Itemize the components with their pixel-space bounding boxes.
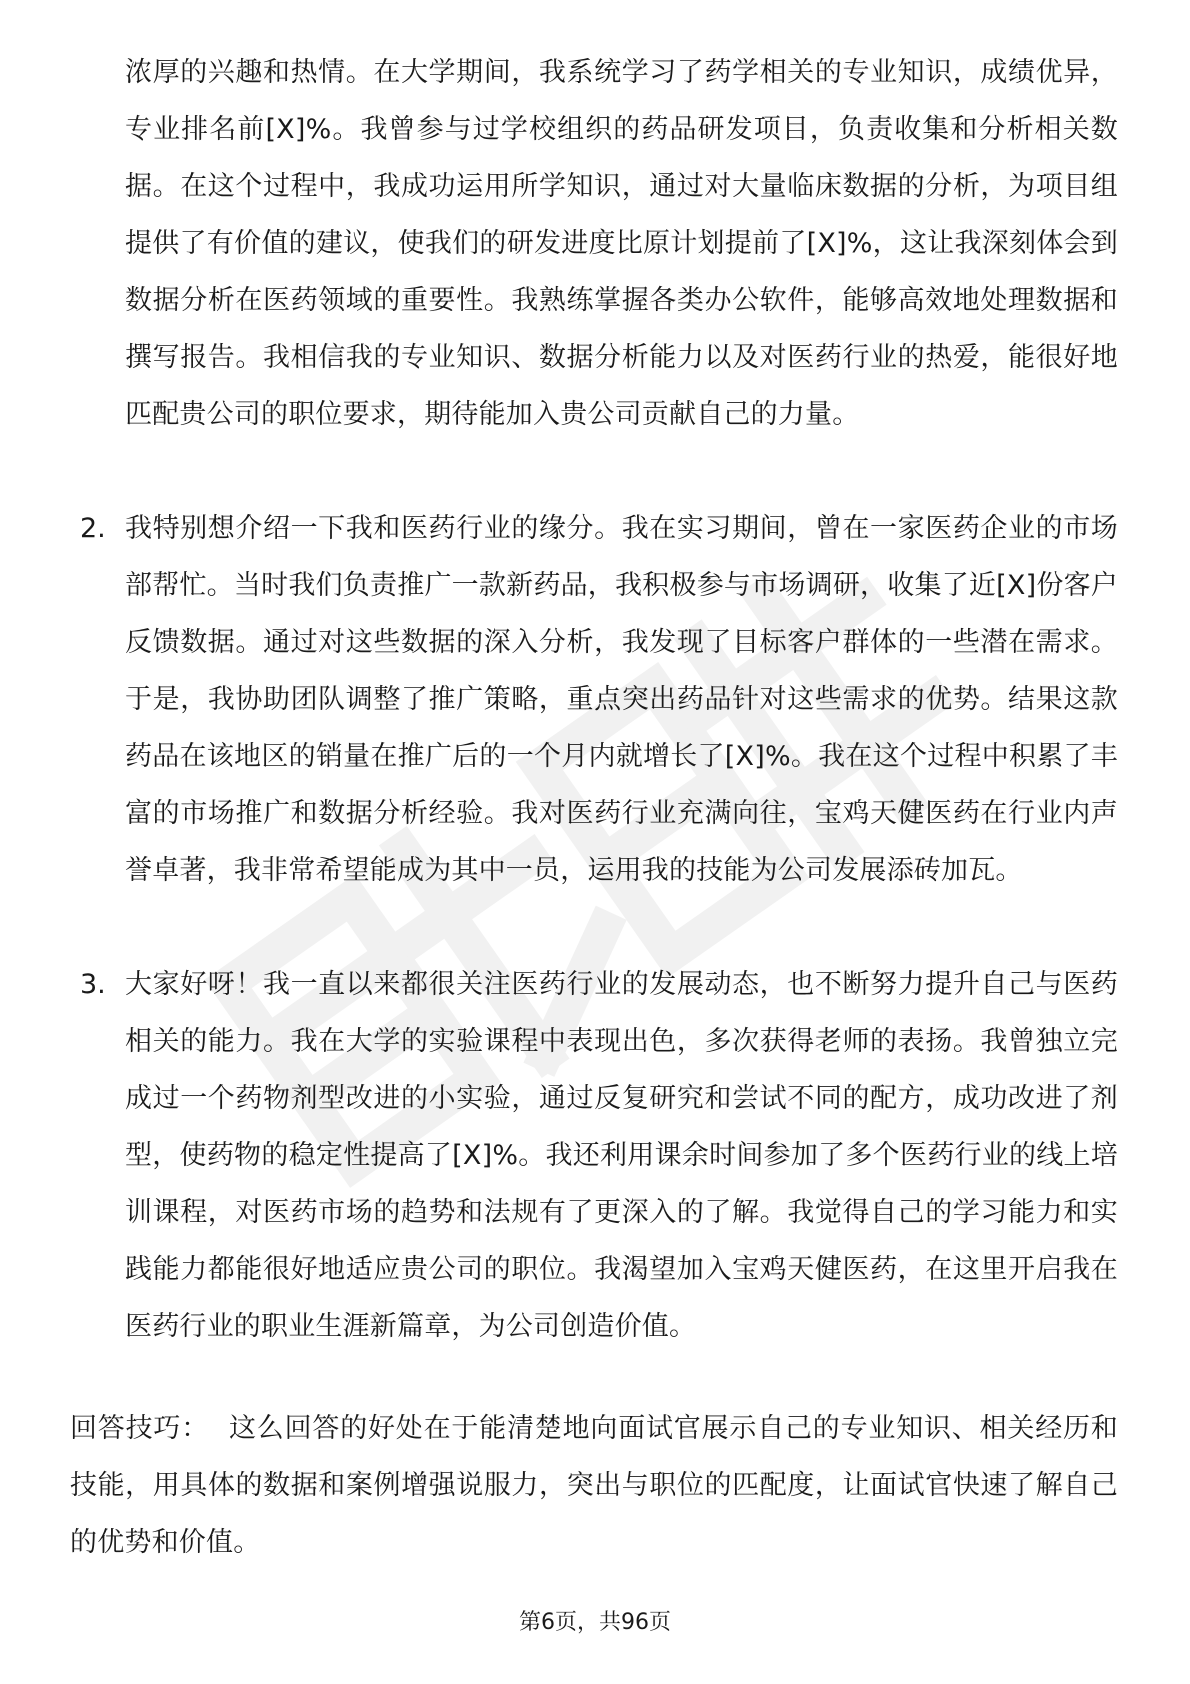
list-item-number: 3.: [80, 969, 106, 1000]
answer-tips: [70, 1400, 1118, 1571]
list-item-number: 2.: [80, 513, 106, 544]
tips-label: 回答技巧：: [70, 1413, 209, 1444]
page-indicator: 第6页，共96页: [519, 1610, 671, 1635]
intro-paragraph: 浓厚的兴趣和热情。在大学期间，我系统学习了药学相关的专业知识，成绩优异，专业排名前[X]%。我曾参与过学校组织的药品研发项目，负责收集和分析相关数据。在这个过程中，我成功运用所学知识，通过对大量临床数据的分析，为项目组提供了有价值的建议，使我们的研发进度比原计划提前了[X]%，这让我深刻体会到数据分析在医药领域的重要性。我熟练掌握各类办公软件，能够高效地处理数据和撰写报告。我相信我的专业知识、数据分析能力以及对医药行业的热爱，能很好地匹配贵公司的职位要求，期待能加入贵公司贡献自己的力量。: [125, 57, 1118, 430]
list-item-text: 我特别想介绍一下我和医药行业的缘分。我在实习期间，曾在一家医药企业的市场部帮忙。当时我们负责推广一款新药品，我积极参与市场调研，收集了近[X]份客户反馈数据。通过对这些数据的深入分析，我发现了目标客户群体的一些潜在需求。于是，我协助团队调整了推广策略，重点突出药品针对这些需求的优势。结果这款药品在该地区的销量在推广后的一个月内就增长了[X]%。我在这个过程中积累了丰富的市场推广和数据分析经验。我对医药行业充满向往，宝鸡天健医药在行业内声誉卓著，我非常希望能成为其中一员，运用我的技能为公司发展添砖加瓦。: [125, 513, 1118, 886]
list-item-text: 大家好呀！我一直以来都很关注医药行业的发展动态，也不断努力提升自己与医药相关的能力。我在大学的实验课程中表现出色，多次获得老师的表扬。我曾独立完成过一个药物剂型改进的小实验，通过反复研究和尝试不同的配方，成功改进了剂型，使药物的稳定性提高了[X]%。我还利用课余时间参加了多个医药行业的线上培训课程，对医药市场的趋势和法规有了更深入的了解。我觉得自己的学习能力和实践能力都能很好地适应贵公司的职位。我渴望加入宝鸡天健医药，在这里开启我在医药行业的职业生涯新篇章，为公司创造价值。: [125, 969, 1118, 1342]
tips-text: 这么回答的好处在于能清楚地向面试官展示自己的专业知识、相关经历和技能，用具体的数据和案例增强说服力，突出与职位的匹配度，让面试官快速了解自己的优势和价值。: [70, 1413, 1118, 1558]
